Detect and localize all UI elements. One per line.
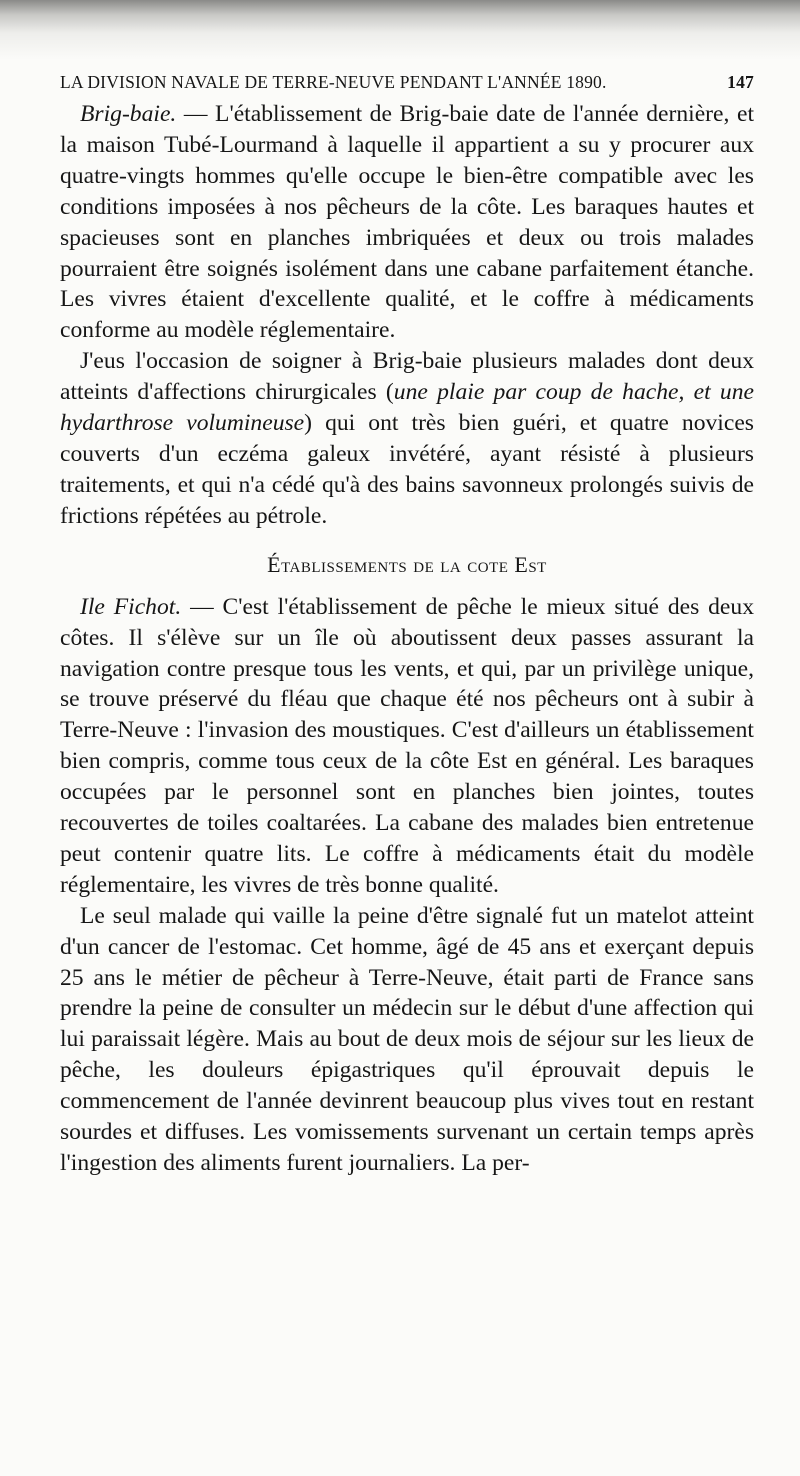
paragraph-brig-baie [60, 99, 754, 346]
paragraph-text: ) qui ont très bien guéri, et quatre novices couverts d'un eczéma galeux invétéré, ayant résisté à plusieurs traitements, et qui n'a cédé qu'à des bains savonneux prolongés suivis de frictions répétées au pétrole. [60, 410, 754, 529]
italic-phrase: une plaie par coup de hache, et une hydarthrose volumineuse [60, 379, 754, 437]
paragraph-text: — C'est l'établissement de pêche le mieux situé des deux côtes. Il s'élève sur un île où aboutissent deux passes assurant la navigation contre presque tous les vents, et qui, par un privilège unique, se trouve préservé du fléau que chaque été nos pêcheurs ont à subir à Terre-Neuve : l'invasion des moustiques. C'est d'ailleurs un établissement bien compris, comme tous ceux de la côte Est en général. Les baraques occupées par le personnel sont en planches bien jointes, toutes recouvertes de toiles coaltarées. La cabane des malades bien entretenue peut contenir quatre lits. Le coffre à médicaments était du modèle réglementaire, les vivres de très bonne qualité. [60, 593, 754, 898]
book-page [60, 72, 754, 1179]
paragraph-text: J'eus l'occasion de soigner à Brig-baie plusieurs malades dont deux atteints d'affections chirurgicales ( [60, 348, 754, 406]
scan-top-shadow [0, 0, 800, 60]
page-number: 147 [727, 72, 754, 92]
section-heading: Établissements de la cote Est [267, 551, 547, 577]
running-head [60, 72, 754, 93]
paragraph-ile-fichot [60, 592, 754, 901]
paragraph-lead-ile-fichot: Ile Fichot. [80, 593, 182, 620]
paragraph-cancer-case: Le seul malade qui vaille la peine d'être signalé fut un matelot atteint d'un cancer de l'estomac. Cet homme, âgé de 45 ans et exerçant depuis 25 ans le métier de pêcheur à Terre-Neuve, était parti de France sans prendre la peine de consulter un médecin sur le début d'une affection qui lui paraissait légère. Mais au bout de deux mois de séjour sur les lieux de pêche, les douleurs épigastriques qu'il éprouvait depuis le commencement de l'année devinrent beaucoup plus vives tout en restant sourdes et diffuses. Les vomissements survenant un certain temps après l'ingestion des aliments furent journaliers. La per- [60, 902, 754, 1176]
paragraph-patients [60, 346, 754, 531]
paragraph-text: — L'établissement de Brig-baie date de l'année dernière, et la maison Tubé-Lourmand à laquelle il appartient a su y procurer aux quatre-vingts hommes qu'elle occupe le bien-être compatible avec les conditions imposées à nos pêcheurs de la côte. Les baraques hautes et spacieuses sont en planches imbriquées et deux ou trois malades pourraient être soignés isolément dans une cabane parfaitement étanche. Les vivres étaient d'excellente qualité, et le coffre à médicaments conforme au modèle réglementaire. [60, 101, 754, 344]
body-text [60, 99, 754, 1179]
running-head-title: LA DIVISION NAVALE DE TERRE-NEUVE PENDANT L'ANNÉE 1890. [60, 72, 607, 92]
paragraph-lead-brig-baie: Brig-baie. [80, 101, 177, 127]
